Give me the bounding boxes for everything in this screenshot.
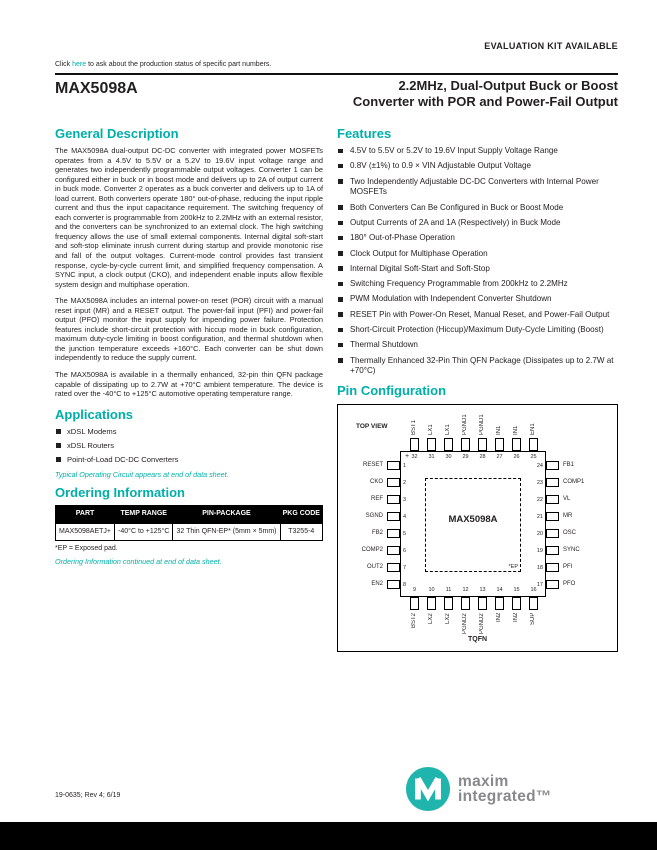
pin-number: 31 <box>428 454 435 461</box>
general-description-heading: General Description <box>55 126 179 141</box>
feature-item: Switching Frequency Programmable from 200kHz to 2.2MHz <box>337 279 618 290</box>
pin-label: LX1 <box>428 424 434 436</box>
pin-BST2 <box>410 597 419 610</box>
pin-label: FB2 <box>371 530 383 537</box>
list-item: xDSL Modems <box>55 427 323 437</box>
features-heading: Features <box>337 126 392 141</box>
pin-PGND1 <box>461 438 470 451</box>
pin-label: OUT2 <box>366 564 383 571</box>
feature-item: Internal Digital Soft-Start and Soft-Stop <box>337 264 618 275</box>
pin-SGND <box>387 512 400 521</box>
pin-MR <box>546 512 559 521</box>
status-pre: Click <box>55 61 71 68</box>
pin-label: CKO <box>369 479 383 486</box>
pin-label: PFO <box>563 581 576 588</box>
pin-RESET <box>387 461 400 470</box>
pin-label: FB1 <box>563 462 575 469</box>
pin-LX2 <box>427 597 436 610</box>
pin-FB2 <box>387 529 400 538</box>
feature-item: Both Converters Can Be Configured in Buck or Boost Mode <box>337 203 618 214</box>
exposed-pad-label: *EP <box>508 564 518 571</box>
pin-LX1 <box>427 438 436 451</box>
pin-label: RESET <box>362 462 383 469</box>
pin-number: 2 <box>403 479 407 486</box>
applications-list <box>55 427 323 465</box>
features-list <box>337 146 618 377</box>
maxim-logo <box>405 766 552 812</box>
pin-IN1 <box>512 438 521 451</box>
title-line-1: 2.2MHz, Dual-Output Buck or Boost <box>398 78 618 93</box>
chip-part-label: MAX5098A <box>448 514 498 526</box>
pin-IN2 <box>495 597 504 610</box>
ordering-continued-note: Ordering Information continued at end of data sheet. <box>55 557 222 567</box>
feature-item: RESET Pin with Power-On Reset, Manual Reset, and Power-Fail Output <box>337 310 618 321</box>
top-view-label: TOP VIEW <box>356 423 388 431</box>
pin-label: COMP2 <box>361 547 383 554</box>
feature-item: 180° Out-of-Phase Operation <box>337 233 618 244</box>
pin-label: LX1 <box>445 424 451 436</box>
pin-OSC <box>546 529 559 538</box>
header-rule <box>55 73 618 75</box>
pin-COMP2 <box>387 546 400 555</box>
pin-number: 8 <box>403 581 407 588</box>
pin-label: IN2 <box>513 613 519 623</box>
pin-number: 14 <box>496 587 503 594</box>
feature-item: Short-Circuit Protection (Hiccup)/Maximum Duty-Cycle Limiting (Boost) <box>337 325 618 336</box>
pin-number: 13 <box>479 587 486 594</box>
pin-number: 30 <box>445 454 452 461</box>
pin-label: BST2 <box>411 613 417 629</box>
pin-label: MR <box>563 513 573 520</box>
pin-label: LX2 <box>445 613 451 624</box>
pin-number: 20 <box>536 530 543 537</box>
right-column <box>337 126 618 652</box>
ordering-information-heading: Ordering Information <box>55 485 185 501</box>
pin-number: 5 <box>403 530 407 537</box>
pin-number: 16 <box>530 587 537 594</box>
document-number: 19-0635; Rev 4; 6/19 <box>55 792 121 799</box>
maxim-logo-icon <box>405 766 451 812</box>
production-status-line <box>55 61 271 68</box>
pin-configuration-heading: Pin Configuration <box>337 383 447 399</box>
pin-label: SUP <box>530 613 536 626</box>
pin-number: 15 <box>513 587 520 594</box>
pin-label: LX2 <box>428 613 434 624</box>
pin-label: VL <box>563 496 571 503</box>
pin-label: PGND1 <box>479 414 485 436</box>
pin-number: 19 <box>536 547 543 554</box>
pin-number: 4 <box>403 513 407 520</box>
pin-label: REF <box>371 496 383 503</box>
pin-EN2 <box>387 580 400 589</box>
feature-item: Two Independently Adjustable DC-DC Converters with Internal Power MOSFETs <box>337 177 618 199</box>
pin-label: EN2 <box>371 581 383 588</box>
pin-number: 28 <box>479 454 486 461</box>
pin-LX2 <box>444 597 453 610</box>
description-paragraph: The MAX5098A dual-output DC-DC converter with integrated power MOSFETs operates from a 4.5V to 5.5V or a 5.2V to 19.6V input voltage range and generates two independently programmable output voltages. Converter 1 can be configured either in buck or in boost mode and delivers up to 2A of output current in buck mode. Converter 2 operates as a buck converter and delivers up to 1A of load current. Both converters operate 180° out-of-phase, reducing the input ripple current and thus the input capacitance requirement. The switching frequency of each converter is programmable from 200kHz to 2.2MHz with an external resistor, and the converters can be synchronized to an external clock. The high switching frequency allows the use of small external components. Internal digital soft-start and soft-stop eliminate inrush current during startup and provide monotonic rise and fall of the output voltages. Current-mode control provides fast transient response, cycle-by-cycle current limit, and simplified frequency compensation. A SYNC input, a clock output (CKO), and independent enable inputs allow flexible system design and multiphase operation. <box>55 146 323 289</box>
pin-number: 21 <box>536 513 543 520</box>
pin-number: 9 <box>412 587 417 594</box>
chip-outline <box>400 451 546 597</box>
pin-IN1 <box>495 438 504 451</box>
pin-SUP <box>529 597 538 610</box>
pin-label: EN1 <box>530 423 536 436</box>
pin-SYNC <box>546 546 559 555</box>
pin-number: 6 <box>403 547 407 554</box>
feature-item: Clock Output for Multiphase Operation <box>337 249 618 260</box>
applications-heading: Applications <box>55 406 134 422</box>
ordering-table <box>55 505 323 541</box>
pin-label: PGND2 <box>462 613 468 634</box>
ordering-table-header-row <box>56 506 323 524</box>
pin-number: 24 <box>536 462 543 469</box>
column-header: PIN-PACKAGE <box>173 506 280 524</box>
feature-item: Output Currents of 2A and 1A (Respectively) in Buck Mode <box>337 218 618 229</box>
title-line-2: Converter with POR and Power-Fail Output <box>352 94 618 109</box>
list-item: Point-of-Load DC-DC Converters <box>55 455 323 465</box>
left-column <box>55 126 323 572</box>
pin-OUT2 <box>387 563 400 572</box>
column-header: PKG CODE <box>280 506 322 524</box>
table-cell: 32 Thin QFN-EP* (5mm × 5mm) <box>173 523 280 541</box>
table-cell: T3255-4 <box>280 523 322 541</box>
pin-COMP1 <box>546 478 559 487</box>
status-link[interactable]: here <box>72 61 87 68</box>
pin-VL <box>546 495 559 504</box>
pin-number: 23 <box>536 479 543 486</box>
eval-kit-banner: EVALUATION KIT AVAILABLE <box>484 41 618 51</box>
pin-IN2 <box>512 597 521 610</box>
pin-PFO <box>546 580 559 589</box>
pin-number: 1 <box>403 462 407 469</box>
maxim-wordmark <box>458 774 552 805</box>
description-paragraph: The MAX5098A includes an internal power-on reset (POR) circuit with a manual reset input (MR) and a RESET output. The power-fail input (PFI) and power-fail output (PFO) monitor the input supply for impending power failure. Protection features include short-circuit protection with hiccup mode in buck configuration, maximum duty-cycle limiting in boost configuration, and thermal shutdown when the junction temperature exceeds +160°C. Each converter can be shut down independently to reduce the supply current. <box>55 296 323 363</box>
feature-item: PWM Modulation with Independent Converter Shutdown <box>337 294 618 305</box>
feature-item: 4.5V to 5.5V or 5.2V to 19.6V Input Supply Voltage Range <box>337 146 618 157</box>
pin-number: 17 <box>536 581 543 588</box>
pin-label: SYNC <box>563 547 580 554</box>
feature-item: 0.8V (±1%) to 0.9 × VIN Adjustable Output Voltage <box>337 161 618 172</box>
pin-PGND2 <box>461 597 470 610</box>
pin-number: 18 <box>536 564 543 571</box>
pin-number: 7 <box>403 564 407 571</box>
pin-label: COMP1 <box>563 479 585 486</box>
table-row <box>56 523 323 541</box>
pin-number: 3 <box>403 496 407 503</box>
pin-label: IN1 <box>513 425 519 436</box>
pin-EN1 <box>529 438 538 451</box>
pin-PGND1 <box>478 438 487 451</box>
pin-label: IN1 <box>496 425 502 436</box>
brand-word-2: integrated™ <box>458 788 552 805</box>
pin-number: 11 <box>445 587 452 594</box>
pin-FB1 <box>546 461 559 470</box>
table-footnote: *EP = Exposed pad. <box>55 545 118 553</box>
table-cell: MAX5098AETJ+ <box>56 523 115 541</box>
pin-LX1 <box>444 438 453 451</box>
pin-PGND2 <box>478 597 487 610</box>
exposed-pad-outline <box>425 478 521 572</box>
table-cell: -40°C to +125°C <box>115 523 173 541</box>
brand-word-1: maxim <box>458 772 509 790</box>
pin-BST1 <box>410 438 419 451</box>
pin-label: BST1 <box>411 420 417 436</box>
pin-label: PFI <box>563 564 573 571</box>
pin-number: 12 <box>462 587 469 594</box>
list-item: xDSL Routers <box>55 441 323 451</box>
pin-number: 29 <box>462 454 469 461</box>
page-title <box>353 78 618 110</box>
pin-label: PGND1 <box>462 414 468 436</box>
pin-CKO <box>387 478 400 487</box>
pin-label: SGND <box>365 513 383 520</box>
pin-number: 26 <box>513 454 520 461</box>
pin-label: PGND2 <box>479 613 485 634</box>
description-paragraph: The MAX5098A is available in a thermally enhanced, 32-pin thin QFN package capable of dissipating up to 2.7W at +70°C ambient temperature. The device is rated over the -40°C to +125°C automotive operating temperature range. <box>55 370 323 399</box>
plus-mark: + <box>405 453 410 461</box>
pin-PFI <box>546 563 559 572</box>
package-type-label: TQFN <box>467 636 488 644</box>
bottom-bar <box>0 822 657 850</box>
pin-number: 32 <box>411 454 418 461</box>
pin-label: OSC <box>563 530 577 537</box>
part-number: MAX5098A <box>55 80 138 97</box>
pin-number: 22 <box>536 496 543 503</box>
feature-item: Thermally Enhanced 32-Pin Thin QFN Package (Dissipates up to 2.7W at +70°C) <box>337 356 618 378</box>
typical-circuit-note: Typical Operating Circuit appears at end of data sheet. <box>55 470 229 480</box>
column-header: PART <box>56 506 115 524</box>
status-post: to ask about the production status of specific part numbers. <box>88 61 272 68</box>
pin-number: 10 <box>428 587 435 594</box>
column-header: TEMP RANGE <box>115 506 173 524</box>
pin-label: IN2 <box>496 613 502 623</box>
pin-number: 25 <box>530 454 537 461</box>
feature-item: Thermal Shutdown <box>337 340 618 351</box>
pin-configuration-diagram <box>337 404 618 652</box>
pin-number: 27 <box>496 454 503 461</box>
pin-REF <box>387 495 400 504</box>
